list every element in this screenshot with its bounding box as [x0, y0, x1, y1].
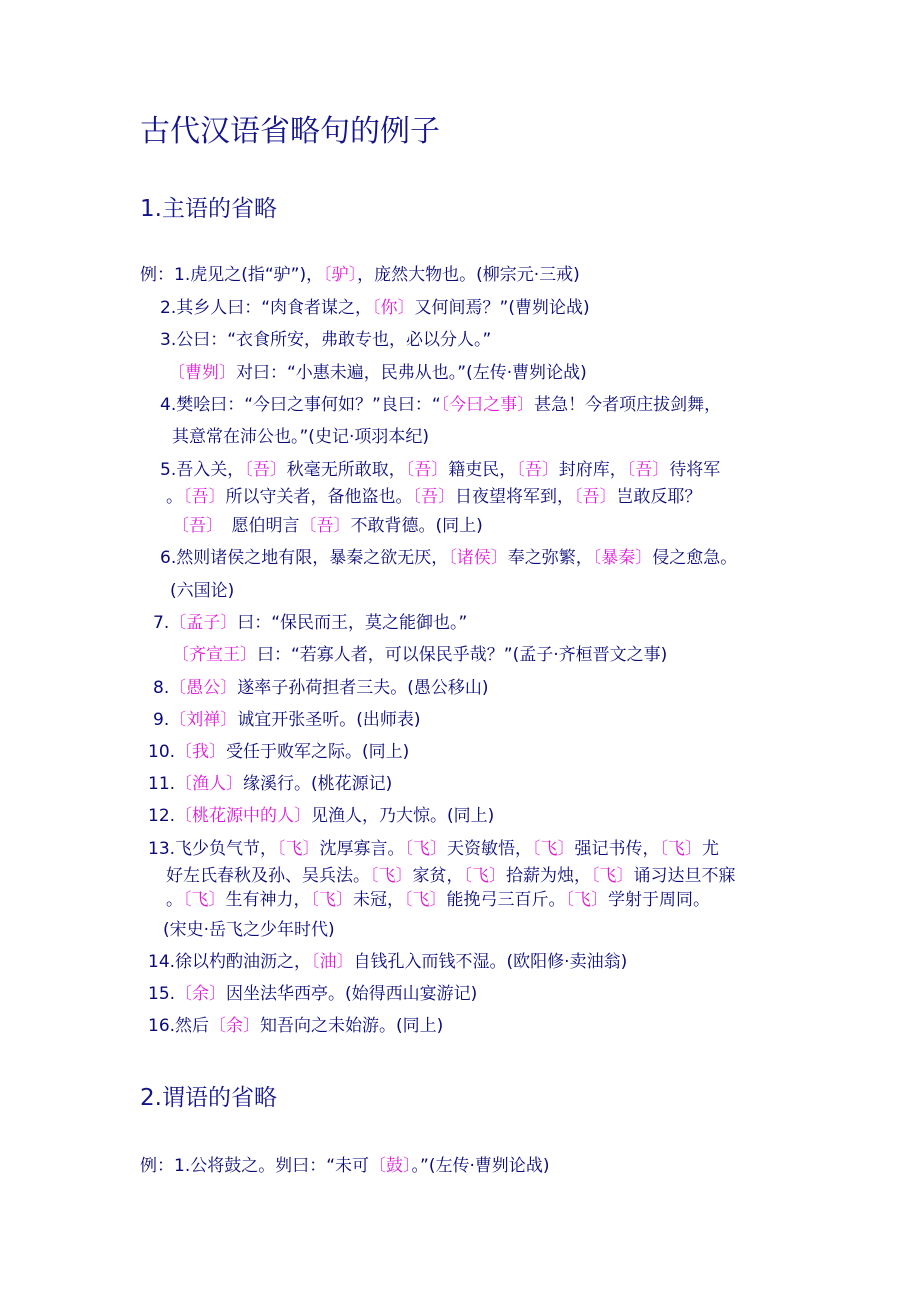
omitted-element-marker: 〔飞〕: [463, 866, 506, 886]
example-line: [148, 739, 409, 765]
omitted-element-marker: 〔吾〕: [405, 460, 449, 480]
example-line: [148, 803, 494, 829]
example-text: 侵之愈急。: [652, 548, 738, 568]
example-line: [172, 424, 429, 450]
omitted-element-marker: 〔飞〕: [591, 866, 634, 886]
example-text: 对曰：“小惠未遍，民弗从也。”(左传·曹刿论战): [236, 363, 587, 383]
example-text: 奉之弥繁，: [507, 548, 593, 568]
example-text: 11.: [148, 774, 176, 794]
example-text: 遂率子孙荷担者三夫。(愚公移山): [237, 678, 489, 698]
omitted-element-marker: 〔诸侯〕: [448, 548, 508, 568]
omitted-element-marker: 〔飞〕: [370, 866, 413, 886]
omitted-element-marker: 〔鼓〕: [369, 1156, 412, 1176]
example-line: [160, 457, 720, 483]
example-text: ，庞然大物也。(柳宗元·三戒): [357, 265, 580, 285]
example-text: 15.: [148, 984, 176, 1004]
example-text: 籍吏民，: [448, 460, 517, 480]
example-line: [163, 917, 335, 943]
omitted-element-marker: 〔飞〕: [277, 839, 320, 859]
omitted-element-marker: 〔吾〕: [183, 487, 226, 507]
example-text: 沈厚寡言。: [319, 839, 405, 859]
example-line: [153, 610, 467, 636]
omitted-element-marker: 〔飞〕: [659, 839, 703, 859]
example-line: [148, 771, 392, 797]
omitted-element-marker: 〔齐宣王〕: [172, 645, 257, 665]
example-text: 12.: [148, 806, 176, 826]
omitted-element-marker: 〔桃花源中的人〕: [175, 806, 312, 826]
example-text: 曰：“若寡人者，可以保民乎哉？”(孟子·齐桓晋文之事): [257, 645, 668, 665]
omitted-element-marker: 〔飞〕: [310, 890, 353, 910]
example-text: 7.: [153, 613, 170, 633]
example-text: 不敢背德。(同上): [350, 516, 483, 536]
omitted-element-marker: 〔吾〕: [244, 460, 287, 480]
example-text: 知吾向之未始游。(同上): [260, 1016, 444, 1036]
example-text: 14.徐以杓酌油沥之，: [148, 952, 312, 972]
example-line: [148, 1013, 443, 1039]
example-text: 家贫，: [412, 866, 464, 886]
example-line: [168, 360, 587, 386]
omitted-element-marker: 〔飞〕: [404, 839, 448, 859]
omitted-element-marker: 〔我〕: [175, 742, 227, 762]
example-line: [166, 863, 736, 889]
omitted-element-marker: 〔刘禅〕: [169, 710, 238, 730]
example-text: 9.: [153, 710, 170, 730]
example-line: [148, 981, 477, 1007]
example-text: 待将军: [669, 460, 721, 480]
omitted-element-marker: 〔飞〕: [532, 839, 575, 859]
example-text: 2.其乡人曰：“肉食者谋之，: [160, 298, 373, 318]
omitted-element-marker: 〔孟子〕: [169, 613, 238, 633]
omitted-element-marker: 〔曹刿〕: [168, 363, 236, 383]
omitted-element-marker: 〔吾〕: [412, 487, 455, 507]
example-line: [153, 707, 421, 733]
example-text: 例：1.虎见之(指“驴”)，: [140, 265, 324, 285]
example-line: [148, 836, 719, 862]
example-text: 因坐法华西亭。(始得西山宴游记): [226, 984, 478, 1004]
example-text: 封府库，: [558, 460, 627, 480]
omitted-element-marker: 〔余〕: [175, 984, 227, 1004]
example-line: [172, 513, 483, 539]
example-text: 4.樊哙曰：“今曰之事何如？”良曰：“: [160, 395, 441, 415]
omitted-element-marker: 〔吾〕: [626, 460, 670, 480]
example-text: 愿伯明言: [214, 516, 300, 536]
example-text: 拾薪为烛，: [506, 866, 591, 886]
example-text: 日夜望将军到，: [455, 487, 574, 507]
example-text: 生有神力，: [225, 890, 311, 910]
example-text: 例：1.公将鼓之。刿曰：“未可: [140, 1156, 370, 1176]
example-line: [140, 1153, 550, 1179]
omitted-element-marker: 〔你〕: [372, 298, 415, 318]
omitted-element-marker: 〔吾〕: [299, 516, 351, 536]
example-text: 曰：“保民而王，莫之能御也。”: [237, 613, 468, 633]
omitted-element-marker: 〔渔人〕: [175, 774, 244, 794]
example-line: [160, 392, 721, 418]
example-text: 其意常在沛公也。”(史记·项羽本纪): [172, 427, 429, 447]
example-text: 受任于败军之际。(同上): [226, 742, 410, 762]
example-text: 未冠，: [353, 890, 404, 910]
example-text: 诵习达旦不寐: [633, 866, 736, 886]
example-line: [170, 578, 234, 604]
example-text: 好左氏春秋及孙、吴兵法。: [166, 866, 370, 886]
example-text: 。”(左传·曹刿论战): [411, 1156, 550, 1176]
page-title: 古代汉语省略句的例子: [140, 114, 440, 149]
example-text: 所以守关者，备他盗也。: [225, 487, 413, 507]
example-text: 6.然则诸侯之地有限，暴秦之欲无厌，: [160, 548, 449, 568]
omitted-element-marker: 〔飞〕: [183, 890, 226, 910]
omitted-element-marker: 〔飞〕: [565, 890, 608, 910]
example-text: 8.: [153, 678, 170, 698]
example-line: [148, 949, 627, 975]
omitted-element-marker: 〔吾〕: [172, 516, 215, 536]
example-text: 5.吾入关，: [160, 460, 245, 480]
example-text: 。: [166, 890, 183, 910]
omitted-element-marker: 〔驴〕: [323, 265, 358, 285]
example-text: 13.飞少负气节，: [148, 839, 278, 859]
example-text: (宋史·岳飞之少年时代): [163, 920, 335, 940]
example-text: 秋毫无所敢取，: [286, 460, 406, 480]
omitted-element-marker: 〔愚公〕: [169, 678, 238, 698]
example-text: 16.然后: [148, 1016, 210, 1036]
omitted-element-marker: 〔吾〕: [516, 460, 559, 480]
example-text: 3.公曰：“衣食所安，弗敢专也，必以分人。”: [160, 330, 492, 350]
example-line: [166, 484, 702, 510]
section-heading-subject: 1.主语的省略: [140, 196, 277, 222]
omitted-element-marker: 〔余〕: [209, 1016, 261, 1036]
omitted-element-marker: 〔飞〕: [404, 890, 447, 910]
example-line: [140, 262, 580, 288]
example-text: 天资敏悟，: [447, 839, 533, 859]
example-line: [160, 545, 737, 571]
omitted-element-marker: 〔吾〕: [574, 487, 617, 507]
omitted-element-marker: 〔暴秦〕: [592, 548, 653, 568]
example-line: [160, 327, 491, 353]
example-text: 强记书传，: [574, 839, 660, 859]
example-text: 岂敢反耶？: [616, 487, 702, 507]
omitted-element-marker: 〔油〕: [311, 952, 354, 972]
section-heading-predicate: 2.谓语的省略: [140, 1085, 277, 1111]
example-text: 尤: [702, 839, 720, 859]
example-text: 又何间焉？”(曹刿论战): [414, 298, 590, 318]
example-text: 见渔人，乃大惊。(同上): [311, 806, 495, 826]
example-text: 能挽弓三百斤。: [446, 890, 566, 910]
example-text: 缘溪行。(桃花源记): [243, 774, 393, 794]
example-text: 。: [166, 487, 183, 507]
example-line: [160, 295, 590, 321]
example-line: [166, 887, 710, 913]
example-text: (六国论): [170, 581, 235, 601]
example-line: [153, 675, 489, 701]
example-text: 诚宜开张圣听。(出师表): [237, 710, 421, 730]
example-text: 10.: [148, 742, 176, 762]
example-text: 学射于周同。: [608, 890, 710, 910]
example-text: 自钱孔入而钱不湿。(欧阳修·卖油翁): [353, 952, 628, 972]
example-line: [172, 642, 667, 668]
example-text: 甚急！今者项庄拔剑舞，: [534, 395, 722, 415]
omitted-element-marker: 〔今曰之事〕: [440, 395, 535, 415]
